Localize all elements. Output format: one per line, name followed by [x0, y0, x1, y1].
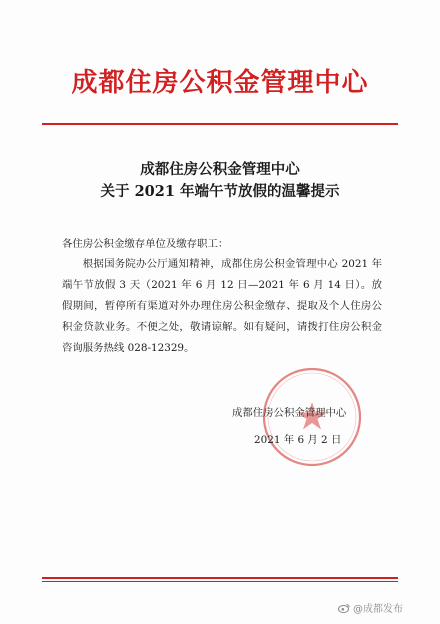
salutation: 各住房公积金缴存单位及缴存职工：: [62, 238, 229, 250]
red-divider-top: [42, 123, 398, 125]
document-title-line1: 成都住房公积金管理中心: [140, 161, 300, 178]
signature-date: 2021 年 6 月 2 日: [254, 434, 342, 446]
letterhead: 成都住房公积金管理中心: [71, 68, 369, 98]
document-title-line2: 关于 2021 年端午节放假的温馨提示: [100, 183, 340, 200]
signature-org: 成都住房公积金管理中心: [232, 407, 347, 419]
red-divider-bottom-thin: [42, 581, 398, 582]
red-divider-bottom: [42, 577, 398, 579]
notice-paragraph: 根据国务院办公厅通知精神，成都住房公积金管理中心 2021 年端午节放假 3 天（2021 年 6 月 12 日—2021 年 6 月 14 日）。放假期间，暂停所有渠道对外办理住房公积金缴存、提取及个人住房公积金贷款业务。不便之处，敬请谅解。如有疑问，请拨打住房公积金咨询服务热线 028-12329。: [62, 258, 382, 354]
weibo-logo-icon: [338, 603, 350, 613]
weibo-watermark: [338, 600, 403, 615]
watermark-text: @成都发布: [353, 604, 403, 615]
